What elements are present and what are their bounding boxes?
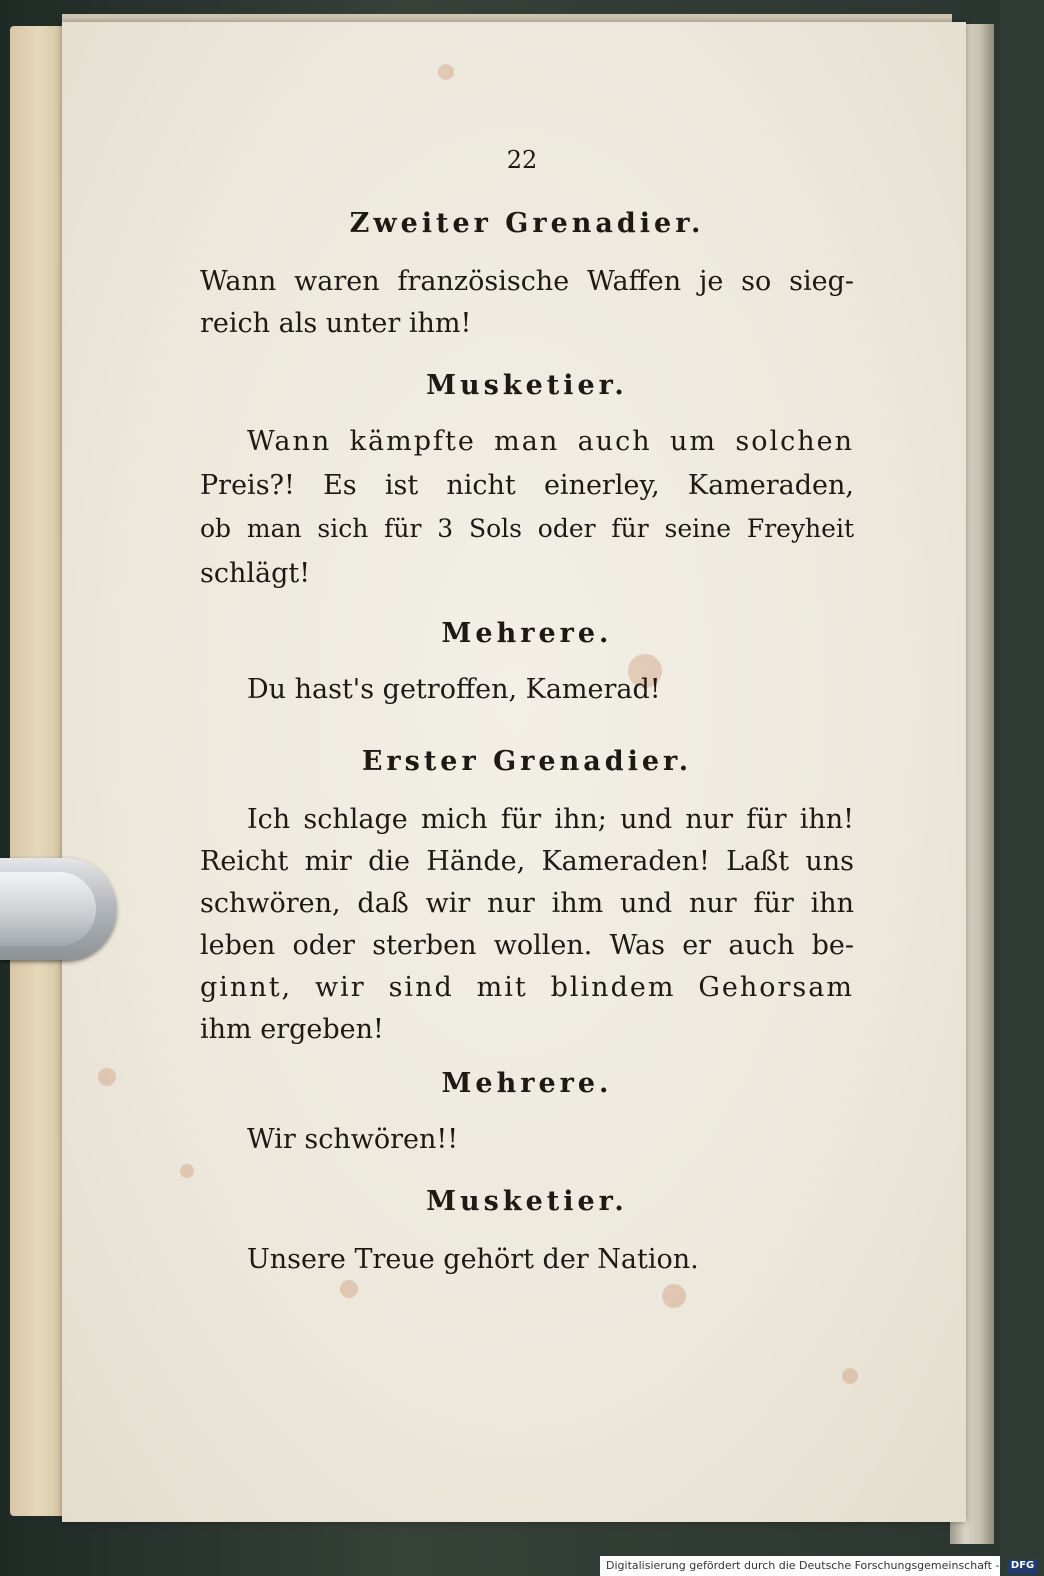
text-line: Reicht mir die Hände, Kameraden! Laßt uns <box>200 846 854 877</box>
digitization-footer <box>600 1556 1035 1576</box>
text-line: ob man sich für 3 Sols oder für seine Freyheit <box>200 514 854 543</box>
text-line: Wann waren französische Waffen je so sieg- <box>200 266 854 297</box>
text-line: Unsere Treue gehört der Nation. <box>247 1244 699 1275</box>
paper-stain <box>842 1368 858 1384</box>
text-line: Wann kämpfte man auch um solchen <box>247 426 854 457</box>
paper-stain <box>438 64 454 80</box>
text-line: schlägt! <box>200 558 311 589</box>
dfg-logo: DFG <box>1007 1559 1038 1573</box>
speaker-heading: Erster Grenadier. <box>361 746 693 777</box>
text-line: reich als unter ihm! <box>200 308 472 339</box>
text-line: Wir schwören!! <box>247 1124 459 1155</box>
text-line: ihm ergeben! <box>200 1014 384 1045</box>
speaker-heading: Zweiter Grenadier. <box>349 208 705 239</box>
footer-text: Digitalisierung gefördert durch die Deutsche Forschungsgemeinschaft - <box>606 1559 1000 1572</box>
speaker-heading: Mehrere. <box>441 618 613 649</box>
text-line: ginnt, wir sind mit blindem Gehorsam <box>200 972 854 1003</box>
paper-stain <box>180 1164 194 1178</box>
text-line: leben oder sterben wollen. Was er auch be- <box>200 930 854 961</box>
speaker-heading: Musketier. <box>426 370 628 401</box>
text-line: Du hast's getroffen, Kamerad! <box>247 674 661 705</box>
page-number: 22 <box>506 146 538 174</box>
page-clip-highlight <box>0 872 96 946</box>
text-line: schwören, daß wir nur ihm und nur für ihn <box>200 888 854 919</box>
text-line: Preis?! Es ist nicht einerley, Kameraden, <box>200 470 854 501</box>
paper-stain <box>98 1068 116 1086</box>
text-line: Ich schlage mich für ihn; und nur für ihn! <box>247 804 854 835</box>
speaker-heading: Mehrere. <box>441 1068 613 1099</box>
paper-stain <box>662 1284 686 1308</box>
speaker-heading: Musketier. <box>426 1186 628 1217</box>
paper-stain <box>340 1280 358 1298</box>
